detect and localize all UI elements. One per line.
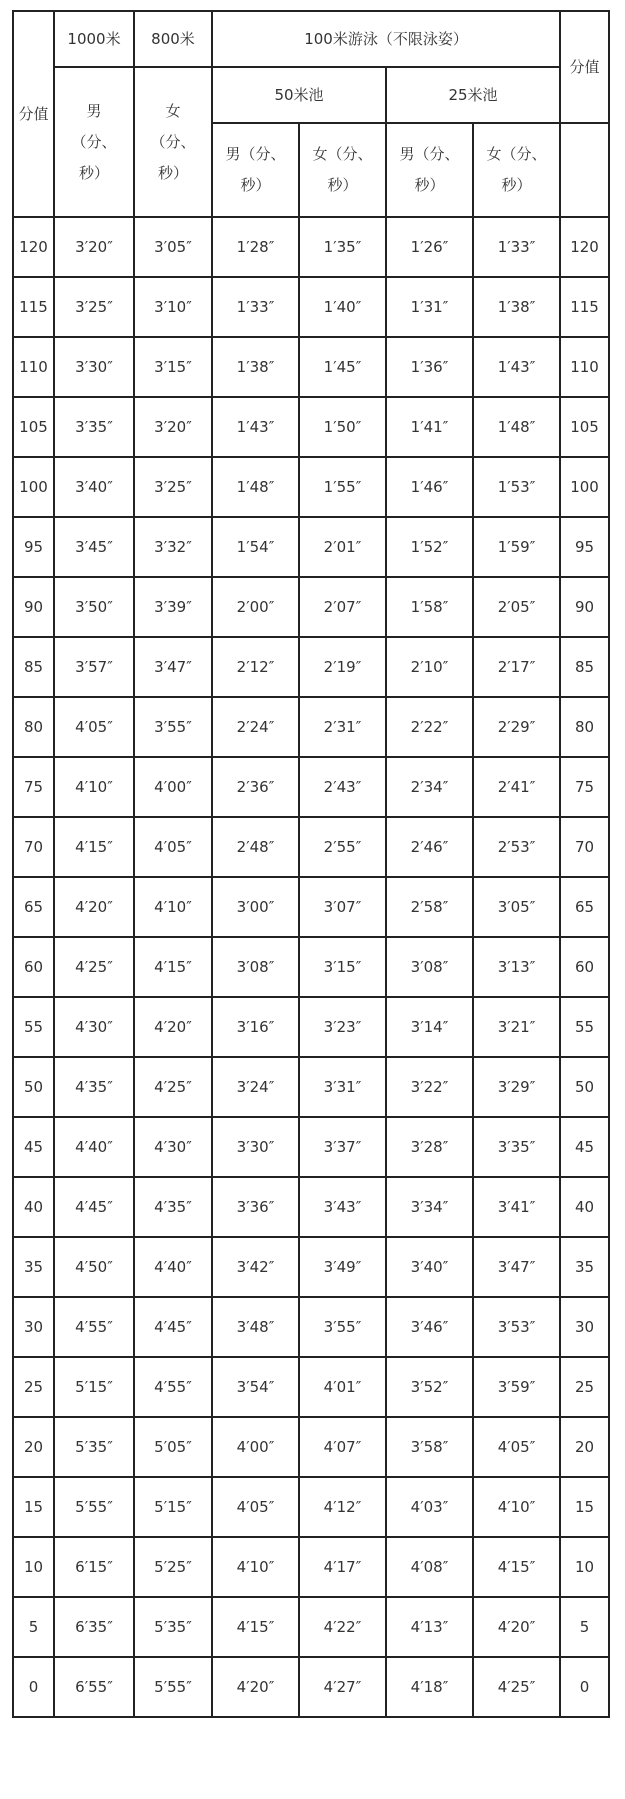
male-1000m-cell: 6′35″ [54,1597,134,1657]
female-50m-pool-cell: 1′55″ [299,457,386,517]
female-50m-pool-cell: 3′15″ [299,937,386,997]
score-cell-right: 55 [560,997,609,1057]
female-800m-cell: 5′35″ [134,1597,212,1657]
female-800m-cell: 4′20″ [134,997,212,1057]
male-1000m-cell: 6′15″ [54,1537,134,1597]
male-50m-pool-cell: 1′28″ [212,217,299,277]
female-25m-pool-cell: 2′05″ [473,577,560,637]
score-cell-right: 0 [560,1657,609,1717]
table-row [13,337,609,397]
female-25m-pool-cell: 3′47″ [473,1237,560,1297]
male-50m-pool-cell: 1′33″ [212,277,299,337]
male-50m-pool-cell: 1′48″ [212,457,299,517]
score-cell: 0 [13,1657,54,1717]
female-800m-cell: 5′55″ [134,1657,212,1717]
score-cell: 100 [13,457,54,517]
score-cell: 15 [13,1477,54,1537]
female-800m-cell: 3′05″ [134,217,212,277]
score-header-right-blank [560,123,609,217]
score-cell: 120 [13,217,54,277]
unit-label-a: （分、 [150,132,196,151]
female-25m-pool-cell: 2′41″ [473,757,560,817]
female-25m-pool-cell: 4′10″ [473,1477,560,1537]
female-800m-cell: 5′05″ [134,1417,212,1477]
pool-50-header: 50米池 [212,67,386,123]
male-25m-pool-cell: 3′58″ [386,1417,473,1477]
score-cell-right: 30 [560,1297,609,1357]
female-50m-pool-cell: 1′35″ [299,217,386,277]
female-50m-pool-cell: 4′17″ [299,1537,386,1597]
female-50m-pool-cell: 2′55″ [299,817,386,877]
female-50m-pool-cell: 4′01″ [299,1357,386,1417]
table-row [13,877,609,937]
male-25m-pool-cell: 2′22″ [386,697,473,757]
female-label: 女 [165,101,181,120]
male-1000m-cell: 4′05″ [54,697,134,757]
male-25m-pool-cell: 1′52″ [386,517,473,577]
female-25m-pool-cell: 3′05″ [473,877,560,937]
male-50m-pool-cell: 2′12″ [212,637,299,697]
score-cell-right: 35 [560,1237,609,1297]
male-1000m-cell: 3′40″ [54,457,134,517]
table-row [13,1417,609,1477]
score-cell: 45 [13,1117,54,1177]
male-1000m-cell: 3′35″ [54,397,134,457]
female-25m-pool-cell: 3′41″ [473,1177,560,1237]
male-50m-pool-cell: 2′36″ [212,757,299,817]
female-800m-cell: 4′40″ [134,1237,212,1297]
male-1000m-cell: 4′25″ [54,937,134,997]
male-25m-pool-cell: 3′08″ [386,937,473,997]
table-row [13,1177,609,1237]
score-cell-right: 65 [560,877,609,937]
score-cell: 110 [13,337,54,397]
table-row [13,697,609,757]
female-50m-pool-cell: 3′07″ [299,877,386,937]
female-800m-cell: 3′15″ [134,337,212,397]
male-50m-pool-cell: 4′00″ [212,1417,299,1477]
score-cell: 60 [13,937,54,997]
score-cell: 105 [13,397,54,457]
male-50m-pool-cell: 2′48″ [212,817,299,877]
male-1000m-cell: 3′50″ [54,577,134,637]
male-unit-label: 男（分、 [399,145,460,163]
female-800m-cell: 4′05″ [134,817,212,877]
score-cell: 40 [13,1177,54,1237]
female-800m-cell: 4′35″ [134,1177,212,1237]
run-800-sub-header [134,67,212,217]
female-50m-pool-cell: 3′43″ [299,1177,386,1237]
score-cell: 115 [13,277,54,337]
male-unit-label: 男（分、 [225,145,286,163]
male-1000m-cell: 5′55″ [54,1477,134,1537]
male-1000m-cell: 4′10″ [54,757,134,817]
female-25m-pool-cell: 1′43″ [473,337,560,397]
table-row [13,1057,609,1117]
female-50m-pool-cell: 3′37″ [299,1117,386,1177]
table-row [13,997,609,1057]
female-800m-cell: 4′10″ [134,877,212,937]
female-25m-pool-cell: 4′15″ [473,1537,560,1597]
female-800m-cell: 3′47″ [134,637,212,697]
table-row [13,937,609,997]
female-800m-cell: 3′25″ [134,457,212,517]
score-cell-right: 110 [560,337,609,397]
male-25m-pool-cell: 2′46″ [386,817,473,877]
male-25m-pool-cell: 3′34″ [386,1177,473,1237]
female-50m-pool-cell: 1′50″ [299,397,386,457]
male-50m-pool-cell: 3′54″ [212,1357,299,1417]
male-1000m-cell: 3′45″ [54,517,134,577]
male-25m-pool-cell: 2′34″ [386,757,473,817]
score-cell-right: 5 [560,1597,609,1657]
score-cell: 90 [13,577,54,637]
unit-close-label: 秒） [501,176,532,194]
male-50m-pool-cell: 3′42″ [212,1237,299,1297]
score-cell-right: 100 [560,457,609,517]
female-50m-pool-cell: 1′40″ [299,277,386,337]
female-25m-pool-cell: 4′25″ [473,1657,560,1717]
unit-label-a: （分、 [71,132,117,151]
table-row [13,1117,609,1177]
pool-25-male-header [386,123,473,217]
swim-100-header: 100米游泳（不限泳姿） [212,11,560,67]
score-cell: 75 [13,757,54,817]
female-25m-pool-cell: 1′48″ [473,397,560,457]
male-25m-pool-cell: 1′36″ [386,337,473,397]
male-25m-pool-cell: 2′58″ [386,877,473,937]
table-row [13,1597,609,1657]
pool-25-female-header [473,123,560,217]
score-cell-right: 75 [560,757,609,817]
run-1000-header: 1000米 [54,11,134,67]
score-cell: 10 [13,1537,54,1597]
female-800m-cell: 3′10″ [134,277,212,337]
male-50m-pool-cell: 1′38″ [212,337,299,397]
table-row [13,517,609,577]
male-25m-pool-cell: 3′14″ [386,997,473,1057]
male-1000m-cell: 3′57″ [54,637,134,697]
run-800-header: 800米 [134,11,212,67]
male-1000m-cell: 4′15″ [54,817,134,877]
male-25m-pool-cell: 1′46″ [386,457,473,517]
male-1000m-cell: 3′30″ [54,337,134,397]
female-25m-pool-cell: 1′38″ [473,277,560,337]
score-cell-right: 10 [560,1537,609,1597]
female-800m-cell: 4′45″ [134,1297,212,1357]
male-1000m-cell: 5′15″ [54,1357,134,1417]
score-cell: 20 [13,1417,54,1477]
female-800m-cell: 3′20″ [134,397,212,457]
pool-50-female-header [299,123,386,217]
score-cell: 25 [13,1357,54,1417]
male-50m-pool-cell: 4′05″ [212,1477,299,1537]
male-25m-pool-cell: 4′08″ [386,1537,473,1597]
female-50m-pool-cell: 1′45″ [299,337,386,397]
score-cell: 50 [13,1057,54,1117]
male-25m-pool-cell: 3′40″ [386,1237,473,1297]
unit-close-label: 秒） [240,176,271,194]
score-cell-right: 25 [560,1357,609,1417]
table-row [13,397,609,457]
score-header-left: 分值 [13,11,54,217]
female-50m-pool-cell: 3′31″ [299,1057,386,1117]
unit-label-b: 秒） [78,163,109,182]
table-row [13,457,609,517]
female-25m-pool-cell: 3′13″ [473,937,560,997]
male-1000m-cell: 4′55″ [54,1297,134,1357]
table-row [13,757,609,817]
score-table [12,10,610,1718]
male-50m-pool-cell: 3′48″ [212,1297,299,1357]
male-1000m-cell: 4′45″ [54,1177,134,1237]
table-row [13,1237,609,1297]
female-unit-label: 女（分、 [486,145,547,163]
score-cell-right: 120 [560,217,609,277]
male-50m-pool-cell: 3′16″ [212,997,299,1057]
score-cell-right: 60 [560,937,609,997]
male-25m-pool-cell: 2′10″ [386,637,473,697]
female-25m-pool-cell: 3′35″ [473,1117,560,1177]
score-cell: 70 [13,817,54,877]
male-25m-pool-cell: 3′46″ [386,1297,473,1357]
score-cell-right: 45 [560,1117,609,1177]
score-cell-right: 50 [560,1057,609,1117]
male-25m-pool-cell: 3′22″ [386,1057,473,1117]
score-cell-right: 40 [560,1177,609,1237]
female-800m-cell: 4′25″ [134,1057,212,1117]
female-25m-pool-cell: 1′53″ [473,457,560,517]
score-cell: 5 [13,1597,54,1657]
female-50m-pool-cell: 3′49″ [299,1237,386,1297]
male-1000m-cell: 5′35″ [54,1417,134,1477]
unit-close-label: 秒） [414,176,445,194]
score-cell: 65 [13,877,54,937]
female-25m-pool-cell: 4′20″ [473,1597,560,1657]
male-50m-pool-cell: 4′15″ [212,1597,299,1657]
score-cell-right: 115 [560,277,609,337]
female-25m-pool-cell: 1′33″ [473,217,560,277]
male-50m-pool-cell: 2′00″ [212,577,299,637]
female-800m-cell: 3′55″ [134,697,212,757]
female-800m-cell: 3′32″ [134,517,212,577]
score-cell-right: 90 [560,577,609,637]
table-row [13,217,609,277]
score-cell-right: 15 [560,1477,609,1537]
table-row [13,277,609,337]
female-800m-cell: 5′25″ [134,1537,212,1597]
table-row [13,637,609,697]
score-cell-right: 70 [560,817,609,877]
score-cell: 85 [13,637,54,697]
male-50m-pool-cell: 3′00″ [212,877,299,937]
header-row-1 [13,11,609,67]
female-50m-pool-cell: 2′31″ [299,697,386,757]
male-25m-pool-cell: 4′13″ [386,1597,473,1657]
female-25m-pool-cell: 3′21″ [473,997,560,1057]
score-cell: 80 [13,697,54,757]
female-50m-pool-cell: 4′12″ [299,1477,386,1537]
female-25m-pool-cell: 2′17″ [473,637,560,697]
female-50m-pool-cell: 4′22″ [299,1597,386,1657]
male-25m-pool-cell: 3′28″ [386,1117,473,1177]
female-50m-pool-cell: 4′07″ [299,1417,386,1477]
score-cell: 35 [13,1237,54,1297]
female-25m-pool-cell: 3′29″ [473,1057,560,1117]
table-row [13,577,609,637]
male-25m-pool-cell: 1′26″ [386,217,473,277]
score-header-right: 分值 [560,11,609,123]
male-50m-pool-cell: 3′36″ [212,1177,299,1237]
male-50m-pool-cell: 3′24″ [212,1057,299,1117]
table-row [13,1477,609,1537]
pool-50-male-header [212,123,299,217]
male-1000m-cell: 4′50″ [54,1237,134,1297]
table-body [13,11,609,1717]
score-cell-right: 85 [560,637,609,697]
table-row [13,1657,609,1717]
female-50m-pool-cell: 3′55″ [299,1297,386,1357]
run-1000-sub-header [54,67,134,217]
score-cell-right: 95 [560,517,609,577]
male-label: 男 [86,101,102,120]
male-1000m-cell: 4′20″ [54,877,134,937]
female-50m-pool-cell: 2′43″ [299,757,386,817]
male-25m-pool-cell: 1′41″ [386,397,473,457]
female-25m-pool-cell: 2′29″ [473,697,560,757]
female-800m-cell: 3′39″ [134,577,212,637]
unit-close-label: 秒） [327,176,358,194]
female-50m-pool-cell: 4′27″ [299,1657,386,1717]
female-25m-pool-cell: 3′53″ [473,1297,560,1357]
female-50m-pool-cell: 2′19″ [299,637,386,697]
female-25m-pool-cell: 1′59″ [473,517,560,577]
female-50m-pool-cell: 3′23″ [299,997,386,1057]
table-row [13,1297,609,1357]
score-cell: 95 [13,517,54,577]
male-1000m-cell: 4′35″ [54,1057,134,1117]
table-row [13,1537,609,1597]
score-cell-right: 20 [560,1417,609,1477]
table-row [13,1357,609,1417]
male-50m-pool-cell: 3′30″ [212,1117,299,1177]
female-25m-pool-cell: 4′05″ [473,1417,560,1477]
female-unit-label: 女（分、 [312,145,373,163]
male-50m-pool-cell: 4′10″ [212,1537,299,1597]
female-25m-pool-cell: 3′59″ [473,1357,560,1417]
male-50m-pool-cell: 1′54″ [212,517,299,577]
male-1000m-cell: 3′25″ [54,277,134,337]
female-800m-cell: 4′55″ [134,1357,212,1417]
male-25m-pool-cell: 1′58″ [386,577,473,637]
male-50m-pool-cell: 1′43″ [212,397,299,457]
male-25m-pool-cell: 4′03″ [386,1477,473,1537]
score-cell-right: 105 [560,397,609,457]
female-800m-cell: 4′30″ [134,1117,212,1177]
header-row-2 [13,67,609,123]
male-50m-pool-cell: 2′24″ [212,697,299,757]
table-row [13,817,609,877]
male-25m-pool-cell: 3′52″ [386,1357,473,1417]
male-25m-pool-cell: 4′18″ [386,1657,473,1717]
score-cell: 55 [13,997,54,1057]
female-800m-cell: 5′15″ [134,1477,212,1537]
female-800m-cell: 4′00″ [134,757,212,817]
male-25m-pool-cell: 1′31″ [386,277,473,337]
male-50m-pool-cell: 4′20″ [212,1657,299,1717]
male-1000m-cell: 4′40″ [54,1117,134,1177]
pool-25-header: 25米池 [386,67,560,123]
male-1000m-cell: 3′20″ [54,217,134,277]
male-1000m-cell: 6′55″ [54,1657,134,1717]
female-25m-pool-cell: 2′53″ [473,817,560,877]
female-800m-cell: 4′15″ [134,937,212,997]
unit-label-b: 秒） [157,163,188,182]
female-50m-pool-cell: 2′01″ [299,517,386,577]
female-50m-pool-cell: 2′07″ [299,577,386,637]
score-cell: 30 [13,1297,54,1357]
male-1000m-cell: 4′30″ [54,997,134,1057]
male-50m-pool-cell: 3′08″ [212,937,299,997]
score-cell-right: 80 [560,697,609,757]
